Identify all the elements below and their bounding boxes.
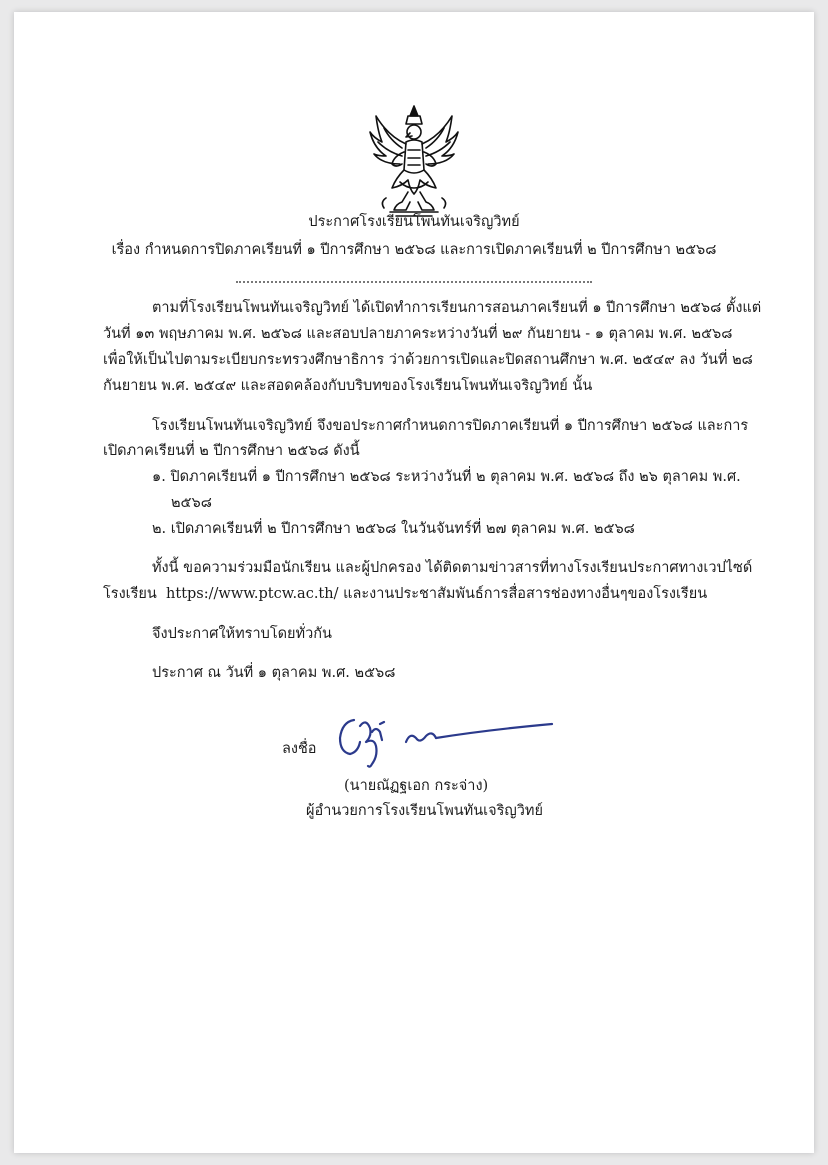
para3-suffix: และงานประชาสัมพันธ์การสื่อสารช่องทางอื่นๆของโรงเรียน <box>343 586 708 602</box>
para2-line2: เปิดภาคเรียนที่ ๒ ปีการศึกษา ๒๕๖๘ ดังนี้ <box>103 443 360 459</box>
garuda-emblem-icon <box>366 102 462 220</box>
document-page <box>14 12 814 1153</box>
para3-prefix: โรงเรียน <box>103 586 157 602</box>
para1-line3: เพื่อให้เป็นไปตามระเบียบกระทรวงศึกษาธิการ ว่าด้วยการเปิดและปิดสถานศึกษา พ.ศ. ๒๕๔๙ ลง วันที่ ๒๘ <box>103 352 753 368</box>
announcement-subject: เรื่อง กำหนดการปิดภาคเรียนที่ ๑ ปีการศึกษา ๒๕๖๘ และการเปิดภาคเรียนที่ ๒ ปีการศึกษา ๒๕๖๘ <box>111 242 717 258</box>
dotted-divider <box>236 281 592 283</box>
notice-text: จึงประกาศให้ทราบโดยทั่วกัน <box>152 626 332 642</box>
para1-line2: วันที่ ๑๓ พฤษภาคม พ.ศ. ๒๕๖๘ และสอบปลายภาคระหว่างวันที่ ๒๙ กันยายน - ๑ ตุลาคม พ.ศ. ๒๕๖๘ <box>103 326 733 342</box>
announcement-date: ประกาศ ณ วันที่ ๑ ตุลาคม พ.ศ. ๒๕๖๘ <box>152 665 396 681</box>
website-link[interactable]: https://www.ptcw.ac.th/ <box>166 586 339 602</box>
para1-line4: กันยายน พ.ศ. ๒๕๔๙ และสอดคล้องกับบริบทของโรงเรียนโพนทันเจริญวิทย์ นั้น <box>103 378 593 394</box>
list-item-2: ๒. เปิดภาคเรียนที่ ๒ ปีการศึกษา ๒๕๖๘ ในวันจันทร์ที่ ๒๗ ตุลาคม พ.ศ. ๒๕๖๘ <box>152 521 635 537</box>
para3-line2 <box>103 584 707 604</box>
para3-line1: ทั้งนี้ ขอความร่วมมือนักเรียน และผู้ปกครอง ได้ติดตามข่าวสารที่ทางโรงเรียนประกาศทางเวปไซด์ <box>152 560 753 576</box>
para2-line1: โรงเรียนโพนทันเจริญวิทย์ จึงขอประกาศกำหนดการปิดภาคเรียนที่ ๑ ปีการศึกษา ๒๕๖๘ และการ <box>152 418 749 434</box>
announcement-title: ประกาศโรงเรียนโพนทันเจริญวิทย์ <box>308 214 520 230</box>
sign-label: ลงชื่อ <box>282 741 317 757</box>
signatory-name: (นายณัฏฐเอก กระจ่าง) <box>344 778 489 794</box>
handwritten-signature-icon <box>336 712 566 772</box>
list-item-1: ๑. ปิดภาคเรียนที่ ๑ ปีการศึกษา ๒๕๖๘ ระหว่างวันที่ ๒ ตุลาคม พ.ศ. ๒๕๖๘ ถึง ๒๖ ตุลาคม พ.ศ. <box>152 469 741 485</box>
para1-line1: ตามที่โรงเรียนโพนทันเจริญวิทย์ ได้เปิดทำการเรียนการสอนภาคเรียนที่ ๑ ปีการศึกษา ๒๕๖๘ ตั้งแต่ <box>152 300 762 316</box>
signatory-position: ผู้อำนวยการโรงเรียนโพนทันเจริญวิทย์ <box>306 803 543 819</box>
list-item-1-cont: ๒๕๖๘ <box>171 495 212 511</box>
